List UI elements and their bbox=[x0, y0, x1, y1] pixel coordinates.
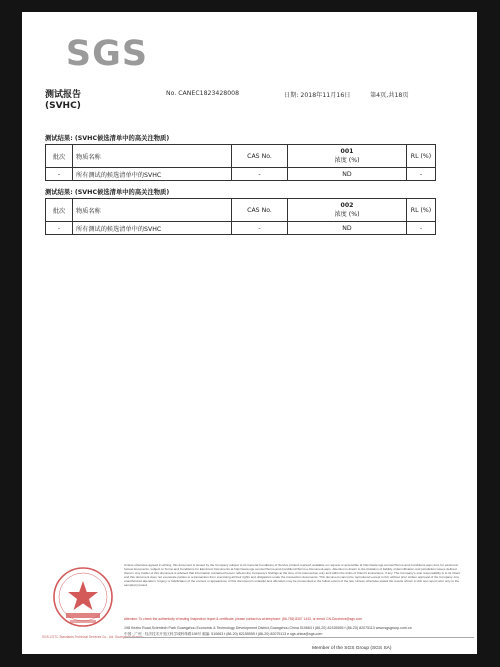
header-sample bbox=[288, 145, 407, 168]
results-table bbox=[45, 144, 436, 181]
cell-substance: 所有测试的候选清单中的SVHC bbox=[73, 168, 232, 181]
seal-stamp-icon bbox=[50, 564, 116, 634]
header-sample bbox=[288, 199, 407, 222]
report-page bbox=[22, 12, 477, 654]
cell-cas: - bbox=[232, 222, 288, 235]
address-english: 198 Kezhu Road,Scientech Park Guangzhou Economic & Technology Development District,Guangzhou,China 510663 t (86-20) 82155555 f (86-20) 82075113 www.sgsgroup.com.cn bbox=[124, 626, 412, 630]
unit-label: 浓度 (%) bbox=[334, 157, 360, 164]
header-batch: 批次 bbox=[46, 145, 73, 168]
cell-substance: 所有测试的候选清单中的SVHC bbox=[73, 222, 232, 235]
section-title: 测试结果: (SVHC候选清单中的高关注物质) bbox=[45, 189, 170, 196]
section-title: 测试结果: (SVHC候选清单中的高关注物质) bbox=[45, 135, 170, 142]
cell-rl: - bbox=[407, 168, 436, 181]
authenticity-notice: Attention: To check the authenticity of testing /inspection report & certificate, please contact us at telephone: (86-755) 8307 1443, or email: CN.Doccheck@sgs.com bbox=[124, 617, 363, 621]
member-statement: Member of the SGS Group (SGS SA) bbox=[312, 646, 392, 651]
header-substance: 物质名称 bbox=[73, 199, 232, 222]
header-rl: RL (%) bbox=[407, 145, 436, 168]
sample-id: 001 bbox=[340, 148, 354, 155]
table-header-row bbox=[46, 145, 436, 168]
page-indicator: 第4页,共18页 bbox=[370, 92, 409, 99]
footer-divider bbox=[124, 637, 474, 638]
table-row bbox=[46, 222, 436, 235]
sample-id: 002 bbox=[340, 202, 354, 209]
address-chinese: 中国 · 广州 · 经济技术开发区科学城科珠路198号 邮编: 510663 t (86-20) 82155555 f (86-20) 82075113 e sgs.china@sgs.com bbox=[124, 632, 323, 636]
report-number: No. CANEC1823428008 bbox=[166, 90, 240, 97]
results-table bbox=[45, 198, 436, 235]
cell-result: ND bbox=[288, 222, 407, 235]
cell-batch: - bbox=[46, 168, 73, 181]
unit-label: 浓度 (%) bbox=[334, 211, 360, 218]
report-subtitle: (SVHC) bbox=[45, 101, 81, 111]
header-cas: CAS No. bbox=[232, 145, 288, 168]
table-header-row bbox=[46, 199, 436, 222]
header-cas: CAS No. bbox=[232, 199, 288, 222]
cell-result: ND bbox=[288, 168, 407, 181]
cell-cas: - bbox=[232, 168, 288, 181]
report-title: 测试报告 bbox=[45, 90, 82, 100]
seal-caption: SGS-CSTC Standards Technical Services Co., Ltd. Guangzhou Branch bbox=[42, 635, 143, 639]
header-rl: RL (%) bbox=[407, 199, 436, 222]
table-row bbox=[46, 168, 436, 181]
sgs-logo-text: SGS bbox=[65, 34, 149, 73]
disclaimer-text: Unless otherwise agreed in writing, this document is issued by the Company subject to its General Conditions of Service printed overleaf, available on request or accessible at http://www.sgs.com/en/Terms-and-Conditions.aspx and, for electronic format documents, subject to Terms and Conditions for Electronic Documents at http://www.sgs.com/en/Terms-and-Conditions/Terms-e-Document.aspx. Attention is drawn to the limitation of liability, indemnification and jurisdiction issues defined therein. Any holder of this document is advised that information contained hereon reflects the Company's findings at the time of its intervention only and within the limits of Client's instructions, if any. The Company's sole responsibility is to its Client and this document does not exonerate parties to a transaction from exercising all their rights and obligations under the transaction documents. This document cannot be reproduced except in full, without prior written approval of the Company. Any unauthorized alteration, forgery or falsification of the content or appearance of this document is unlawful and offenders may be prosecuted to the fullest extent of the law. Unless otherwise stated the results shown in this test report refer only to the sample(s) tested. bbox=[124, 563, 461, 587]
report-date: 日期: 2018年11月16日 bbox=[284, 92, 351, 99]
cell-batch: - bbox=[46, 222, 73, 235]
header-substance: 物质名称 bbox=[73, 145, 232, 168]
cell-rl: - bbox=[407, 222, 436, 235]
header-batch: 批次 bbox=[46, 199, 73, 222]
sgs-logo bbox=[62, 31, 152, 73]
